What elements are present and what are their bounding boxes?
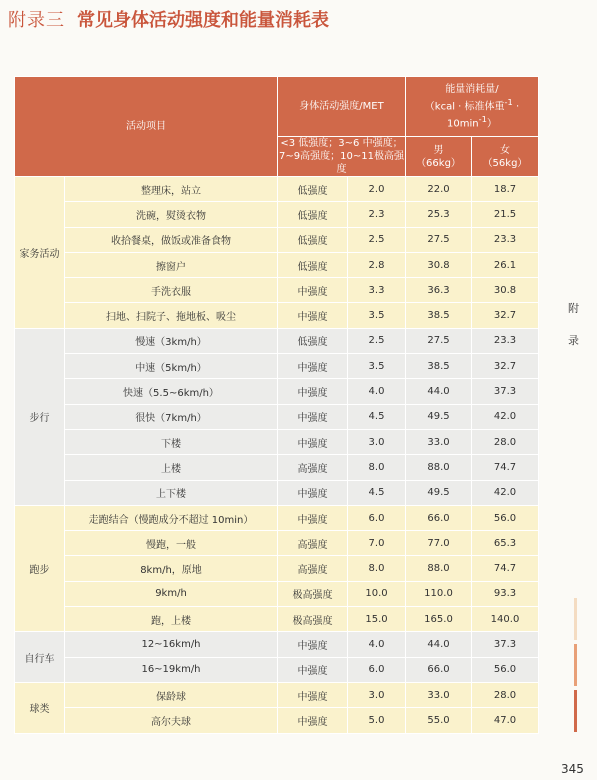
female-cell: 37.3 <box>472 379 539 404</box>
edge-marker-3 <box>574 690 577 732</box>
female-cell: 74.7 <box>472 556 539 581</box>
female-cell: 28.0 <box>472 429 539 454</box>
table-row <box>15 657 539 682</box>
activity-cell: 扫地、扫院子、拖地板、吸尘 <box>65 303 278 328</box>
table-row <box>15 632 539 657</box>
level-cell: 中强度 <box>278 303 348 328</box>
female-cell: 56.0 <box>472 657 539 682</box>
male-cell: 88.0 <box>406 556 472 581</box>
level-cell: 低强度 <box>278 252 348 277</box>
subheader-male-label: 男 <box>433 144 444 156</box>
activity-cell: 跑，上楼 <box>65 607 278 632</box>
male-cell: 38.5 <box>406 303 472 328</box>
level-cell: 高强度 <box>278 556 348 581</box>
female-cell: 74.7 <box>472 455 539 480</box>
level-cell: 中强度 <box>278 708 348 733</box>
female-cell: 21.5 <box>472 202 539 227</box>
appendix-label: 附录三 <box>8 10 65 31</box>
table-row <box>15 328 539 353</box>
subheader-intensity-line2: 7~9高强度；10~11极高强度 <box>279 151 404 175</box>
subheader-female-label: 女 <box>500 144 510 156</box>
met-cell: 8.0 <box>348 556 406 581</box>
subheader-intensity <box>278 137 406 177</box>
header-energy-line2: （kcal · 标准体重$^{-1}$ · <box>424 96 520 112</box>
met-cell: 3.0 <box>348 682 406 707</box>
female-cell: 140.0 <box>472 607 539 632</box>
table-row <box>15 708 539 733</box>
subheader-intensity-line1: <3 低强度；3~6 中强度； <box>280 138 403 149</box>
female-cell: 56.0 <box>472 505 539 530</box>
male-cell: 77.0 <box>406 531 472 556</box>
table-row <box>15 379 539 404</box>
met-cell: 4.0 <box>348 379 406 404</box>
activity-cell: 走跑结合（慢跑成分不超过 10min） <box>65 505 278 530</box>
met-cell: 3.3 <box>348 278 406 303</box>
edge-marker-1 <box>574 598 577 640</box>
met-cell: 2.0 <box>348 177 406 202</box>
female-cell: 42.0 <box>472 480 539 505</box>
female-cell: 32.7 <box>472 354 539 379</box>
met-cell: 6.0 <box>348 505 406 530</box>
met-cell: 8.0 <box>348 455 406 480</box>
table-row <box>15 303 539 328</box>
table-row <box>15 202 539 227</box>
activity-cell: 擦窗户 <box>65 252 278 277</box>
met-cell: 2.8 <box>348 252 406 277</box>
female-cell: 37.3 <box>472 632 539 657</box>
met-cell: 4.0 <box>348 632 406 657</box>
male-cell: 55.0 <box>406 708 472 733</box>
met-cell: 5.0 <box>348 708 406 733</box>
activity-cell: 下楼 <box>65 429 278 454</box>
header-energy-line1: 能量消耗量/ <box>445 83 499 95</box>
level-cell: 低强度 <box>278 227 348 252</box>
male-cell: 49.5 <box>406 480 472 505</box>
edge-marker-2 <box>574 644 577 686</box>
male-cell: 30.8 <box>406 252 472 277</box>
activity-cell: 整理床，站立 <box>65 177 278 202</box>
male-cell: 44.0 <box>406 379 472 404</box>
level-cell: 极高强度 <box>278 607 348 632</box>
activity-cell: 慢速（3km/h） <box>65 328 278 353</box>
level-cell: 中强度 <box>278 354 348 379</box>
level-cell: 低强度 <box>278 177 348 202</box>
category-cell: 跑步 <box>15 505 65 631</box>
male-cell: 36.3 <box>406 278 472 303</box>
activity-cell: 手洗衣服 <box>65 278 278 303</box>
table-row <box>15 531 539 556</box>
side-tab-char-1: 附 <box>568 302 579 315</box>
header-activity: 活动项目 <box>15 77 278 177</box>
level-cell: 极高强度 <box>278 581 348 606</box>
activity-cell: 高尔夫球 <box>65 708 278 733</box>
table-row <box>15 404 539 429</box>
male-cell: 22.0 <box>406 177 472 202</box>
male-cell: 44.0 <box>406 632 472 657</box>
female-cell: 23.3 <box>472 328 539 353</box>
male-cell: 88.0 <box>406 455 472 480</box>
table-row <box>15 252 539 277</box>
level-cell: 中强度 <box>278 505 348 530</box>
table-row <box>15 607 539 632</box>
male-cell: 27.5 <box>406 328 472 353</box>
level-cell: 中强度 <box>278 278 348 303</box>
male-cell: 110.0 <box>406 581 472 606</box>
side-tab-char-2: 录 <box>568 334 579 347</box>
header-energy <box>406 77 539 137</box>
subheader-male <box>406 137 472 177</box>
activity-cell: 12~16km/h <box>65 632 278 657</box>
level-cell: 中强度 <box>278 429 348 454</box>
activity-energy-table <box>14 76 539 734</box>
level-cell: 高强度 <box>278 531 348 556</box>
category-cell: 自行车 <box>15 632 65 683</box>
table-row <box>15 505 539 530</box>
table-row <box>15 556 539 581</box>
page-number: 345 <box>561 762 584 776</box>
level-cell: 低强度 <box>278 202 348 227</box>
header-intensity: 身体活动强度/MET <box>278 77 406 137</box>
met-cell: 3.0 <box>348 429 406 454</box>
activity-cell: 收拾餐桌，做饭或准备食物 <box>65 227 278 252</box>
table-row <box>15 455 539 480</box>
male-cell: 33.0 <box>406 682 472 707</box>
table-title: 常见身体活动强度和能量消耗表 <box>77 10 329 31</box>
met-cell: 3.5 <box>348 303 406 328</box>
activity-cell: 中速（5km/h） <box>65 354 278 379</box>
female-cell: 23.3 <box>472 227 539 252</box>
table-row <box>15 278 539 303</box>
category-cell: 步行 <box>15 328 65 505</box>
met-cell: 7.0 <box>348 531 406 556</box>
met-cell: 6.0 <box>348 657 406 682</box>
female-cell: 26.1 <box>472 252 539 277</box>
male-cell: 165.0 <box>406 607 472 632</box>
male-cell: 49.5 <box>406 404 472 429</box>
female-cell: 30.8 <box>472 278 539 303</box>
activity-cell: 很快（7km/h） <box>65 404 278 429</box>
level-cell: 中强度 <box>278 404 348 429</box>
met-cell: 15.0 <box>348 607 406 632</box>
table-row <box>15 177 539 202</box>
female-cell: 32.7 <box>472 303 539 328</box>
female-cell: 93.3 <box>472 581 539 606</box>
subheader-female-weight: （56kg） <box>482 157 528 169</box>
page-title <box>8 6 329 34</box>
activity-cell: 16~19km/h <box>65 657 278 682</box>
activity-cell: 上下楼 <box>65 480 278 505</box>
female-cell: 28.0 <box>472 682 539 707</box>
met-cell: 2.5 <box>348 328 406 353</box>
male-cell: 33.0 <box>406 429 472 454</box>
male-cell: 27.5 <box>406 227 472 252</box>
table-row <box>15 480 539 505</box>
female-cell: 47.0 <box>472 708 539 733</box>
subheader-male-weight: （66kg） <box>416 157 461 169</box>
category-cell: 家务活动 <box>15 177 65 329</box>
activity-cell: 上楼 <box>65 455 278 480</box>
male-cell: 66.0 <box>406 505 472 530</box>
female-cell: 65.3 <box>472 531 539 556</box>
met-cell: 2.5 <box>348 227 406 252</box>
table-row <box>15 227 539 252</box>
met-cell: 10.0 <box>348 581 406 606</box>
activity-cell: 慢跑，一般 <box>65 531 278 556</box>
level-cell: 中强度 <box>278 632 348 657</box>
male-cell: 38.5 <box>406 354 472 379</box>
level-cell: 低强度 <box>278 328 348 353</box>
met-cell: 4.5 <box>348 404 406 429</box>
level-cell: 中强度 <box>278 480 348 505</box>
header-energy-line3: $10\min^{-1}$） <box>447 114 497 130</box>
subheader-female <box>472 137 539 177</box>
level-cell: 中强度 <box>278 657 348 682</box>
activity-cell: 快速（5.5~6km/h） <box>65 379 278 404</box>
female-cell: 18.7 <box>472 177 539 202</box>
male-cell: 66.0 <box>406 657 472 682</box>
level-cell: 高强度 <box>278 455 348 480</box>
met-cell: 4.5 <box>348 480 406 505</box>
category-cell: 球类 <box>15 682 65 733</box>
activity-cell: 9km/h <box>65 581 278 606</box>
table-row <box>15 581 539 606</box>
table-row <box>15 682 539 707</box>
level-cell: 中强度 <box>278 682 348 707</box>
met-cell: 2.3 <box>348 202 406 227</box>
male-cell: 25.3 <box>406 202 472 227</box>
level-cell: 中强度 <box>278 379 348 404</box>
female-cell: 42.0 <box>472 404 539 429</box>
met-cell: 3.5 <box>348 354 406 379</box>
activity-cell: 8km/h，原地 <box>65 556 278 581</box>
activity-cell: 洗碗，熨烫衣物 <box>65 202 278 227</box>
activity-cell: 保龄球 <box>65 682 278 707</box>
table-row <box>15 429 539 454</box>
table-row <box>15 354 539 379</box>
